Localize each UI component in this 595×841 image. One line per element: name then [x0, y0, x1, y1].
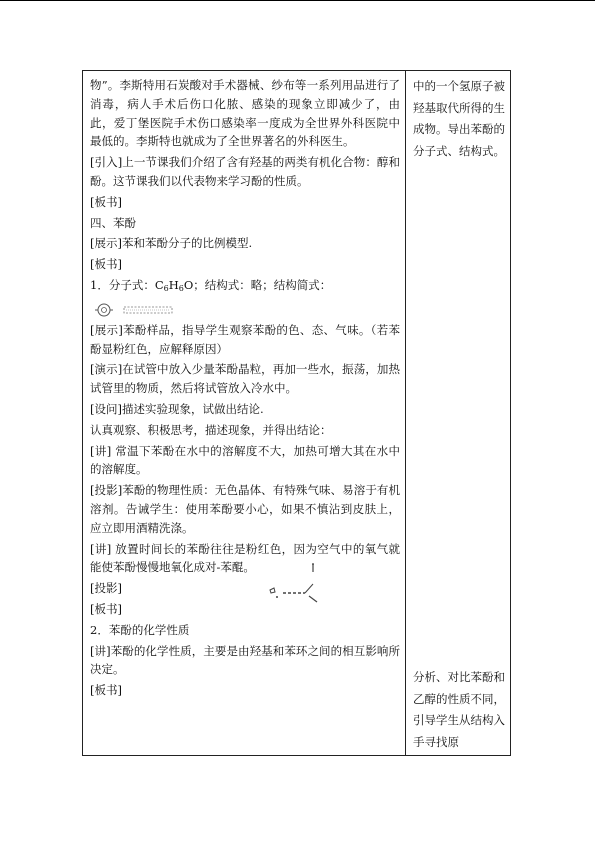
formula-line: 1．分子式：$C_6H_6O$；结构式：略；结构简式： [90, 277, 332, 293]
paragraph-intro: [引入]上一节课我们介绍了含有羟基的两类有机化合物：醇和酚。这节课我们以代表物来学习酚的性质。 [90, 155, 400, 188]
paragraph-chem-explain: [讲]苯酚的化学性质，主要是由羟基和苯环之间的相互影响所决定。 [90, 643, 400, 677]
paragraph-question: [设问]描述实验现象，试做出结论. [90, 401, 264, 416]
label-board-2: [板书] [90, 257, 122, 272]
quinone-structure-image [265, 560, 325, 606]
student-activity-bottom: 分析、对比苯酚和乙醇的性质不同，引导学生从结构入手寻找原 [413, 670, 505, 749]
paragraph-history: 物”。李斯特用石炭酸对手术器械、纱布等一系列用品进行了消毒，病人手术后伤口化脓、感染的现象立即减少了，由此，爱丁堡医院手术伤口感染率一度成为全世界外科医院中最低的。李斯特也就成为了全世界著名的外科医生。 [90, 78, 400, 149]
paragraph-demo: [演示]在试管中放入少量苯酚晶粒，再加一些水，振荡，加热试管里的物质，然后将试管放入冷水中。 [90, 362, 400, 396]
label-board-1: [板书] [90, 194, 122, 209]
student-activity-top: 中的一个氢原子被羟基取代所得的生成物。导出苯酚的分子式、结构式。 [413, 79, 505, 158]
paragraph-show-sample: [展示]苯酚样品，指导学生观察苯酚的色、态、气味。（若苯酚显粉红色，应解释原因） [90, 322, 400, 356]
paragraph-show-model: [展示]苯和苯酚分子的比例模型. [90, 236, 253, 251]
paragraph-physical-properties: [投影]苯酚的物理性质：无色晶体、有特殊气味、易溶于有机溶剂。告诫学生：使用苯酚要小心，如果不慎沾到皮肤上，应立即用酒精洗涤。 [90, 483, 400, 535]
teacher-activity-column [90, 76, 400, 702]
label-board-3: [板书] [90, 601, 122, 616]
heading-chemical-properties: 2．苯酚的化学性质 [90, 622, 190, 637]
section-heading-phenol: 四、苯酚 [90, 215, 136, 230]
lesson-table [82, 70, 511, 756]
paragraph-solubility: [讲] 常温下苯酚在水中的溶解度不大，加热可增大其在水中的溶解度。 [90, 443, 400, 477]
label-projection: [投影] [90, 581, 122, 596]
phenol-structure-image [92, 301, 202, 319]
column-divider [405, 71, 406, 755]
paragraph-observe: 认真观察、积极思考，描述现象，并得出结论： [90, 422, 332, 437]
paragraph-oxidation: [讲] 放置时间长的苯酚往往是粉红色，因为空气中的氧气就能使苯酚慢慢地氧化成对-苯醌。 [90, 541, 400, 575]
label-board-4: [板书] [90, 683, 122, 698]
header-rule [0, 0, 595, 1]
